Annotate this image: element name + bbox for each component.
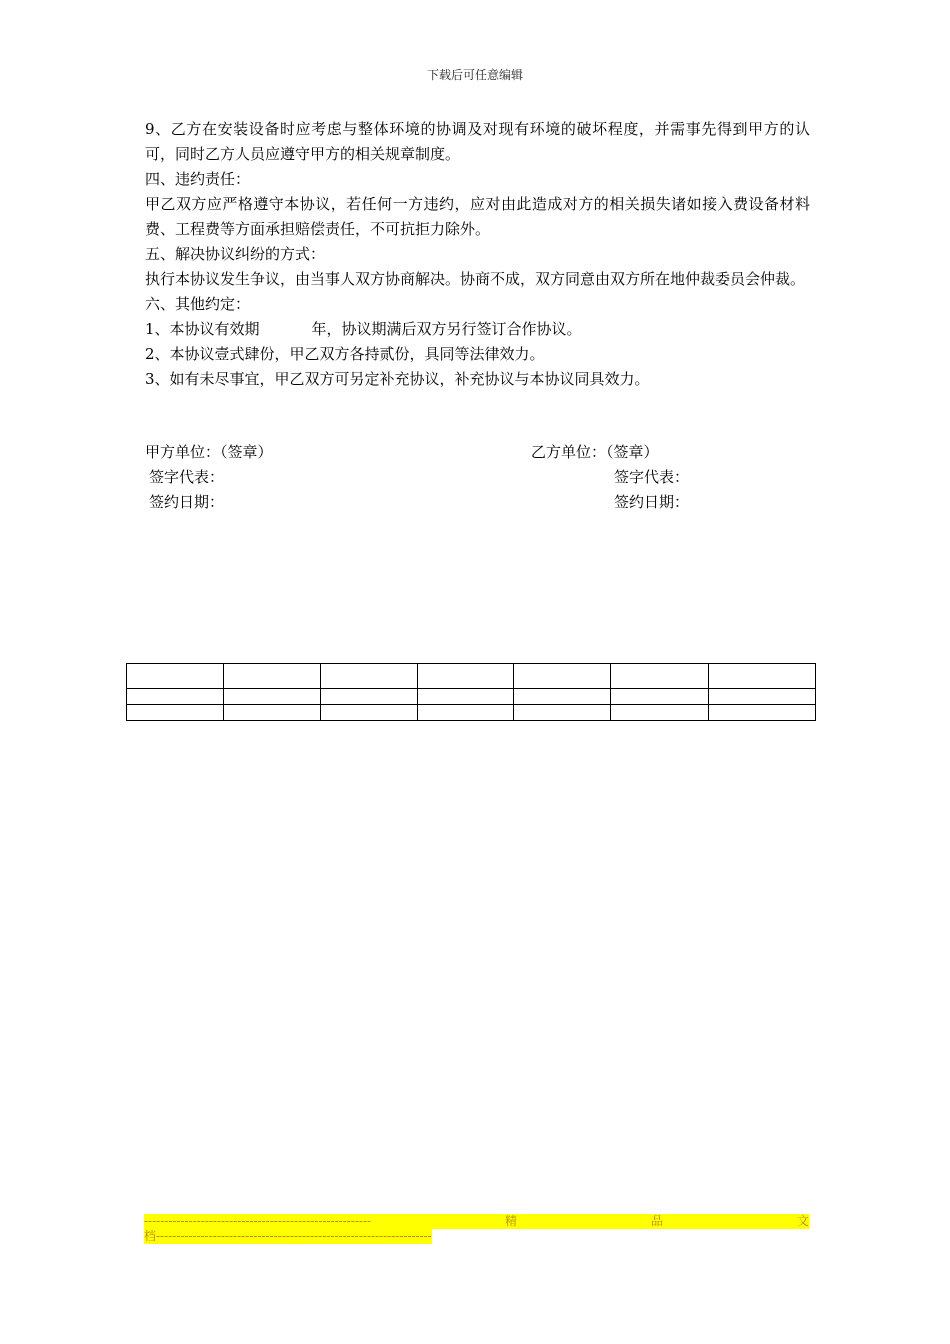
footer-char-1: 精 [505,1214,518,1228]
page-footer [144,1214,809,1244]
party-b-signature [531,440,689,515]
section-breach-heading: 四、违约责任： [145,170,251,188]
party-b-rep: 签字代表： [614,468,690,486]
clause-copies: 2、本协议壹式肆份，甲乙双方各持贰份，具同等法律效力。 [145,345,545,363]
signature-block [145,440,810,520]
table-cell [709,689,816,705]
document-body [145,117,810,392]
table-cell [709,664,816,689]
table-cell [127,664,224,689]
party-a-unit: 甲方单位：（签章） [145,443,273,461]
breach-paragraph: 甲乙双方应严格遵守本协议，若任何一方违约，应对由此造成对方的相关损失诸如接入费设备材料费、工程费等方面承担赔偿责任，不可抗拒力除外。 [145,195,810,238]
table-cell [514,689,611,705]
page-header: 下载后可任意编辑 [426,68,523,82]
footer-char-3: 文 [796,1214,809,1228]
clause-supplement: 3、如有未尽事宜，甲乙双方可另定补充协议，补充协议与本协议同具效力。 [145,370,650,388]
footer-char-2: 品 [650,1214,663,1228]
clause-9: 9、乙方在安装设备时应考虑与整体环境的协调及对现有环境的破坏程度，并需事先得到甲方的认可，同时乙方人员应遵守甲方的相关规章制度。 [145,120,810,163]
table-cell [417,705,514,721]
party-a-rep: 签字代表： [149,468,225,486]
table-cell [417,664,514,689]
table-row [127,705,816,721]
party-a-signature [145,440,273,515]
table-cell [223,689,320,705]
table-cell [611,689,709,705]
party-b-unit: 乙方单位：（签章） [531,443,659,461]
footer-line-2: 档-------------------------------------------------------------------- [144,1229,432,1243]
table-cell [709,705,816,721]
table-cell [514,664,611,689]
section-other-heading: 六、其他约定： [145,295,251,313]
clause-term-after: 年，协议期满后双方另行签订合作协议。 [311,320,582,338]
footer-line-1 [144,1214,809,1229]
table-cell [127,705,224,721]
table-cell [320,664,417,689]
table-cell [611,705,709,721]
clause-term-before: 1、本协议有效期 [145,320,260,338]
table-cell [320,689,417,705]
table-cell [514,705,611,721]
table-cell [320,705,417,721]
table-row [127,664,816,689]
table-row [127,689,816,705]
party-b-date: 签约日期： [614,493,690,511]
footer-dashes: -------------------------------------------------------- [144,1214,372,1228]
table-cell [611,664,709,689]
party-a-date: 签约日期： [149,493,225,511]
clause-term [145,317,810,342]
empty-table [126,663,816,721]
table-cell [127,689,224,705]
table-cell [223,664,320,689]
table-cell [417,689,514,705]
dispute-paragraph: 执行本协议发生争议，由当事人双方协商解决。协商不成，双方同意由双方所在地仲裁委员会仲裁。 [145,270,806,288]
table-cell [223,705,320,721]
section-dispute-heading: 五、解决协议纠纷的方式： [145,245,326,263]
